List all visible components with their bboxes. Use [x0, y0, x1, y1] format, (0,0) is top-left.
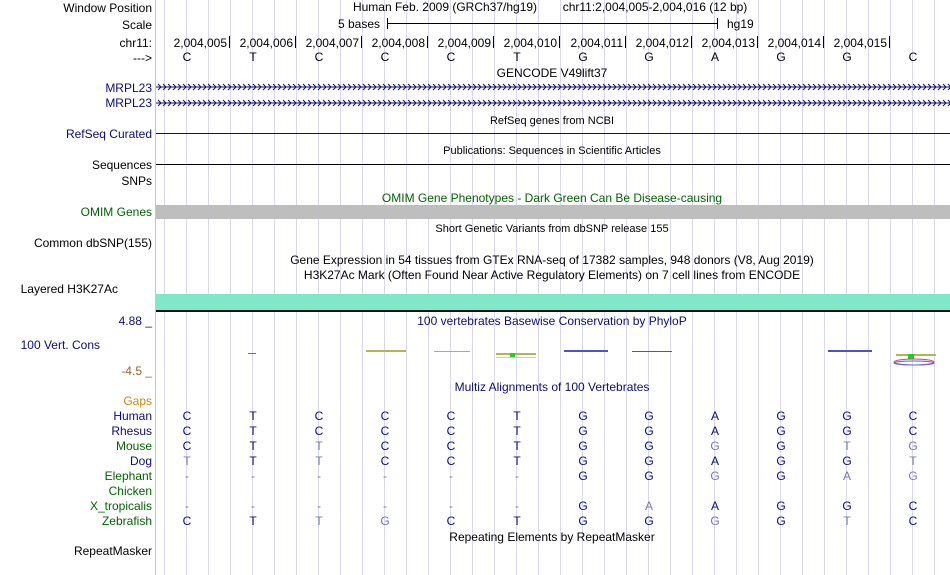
ruler-tick: [559, 36, 560, 48]
ruler-position-label: 2,004,012: [635, 36, 689, 50]
aligned-base: G: [776, 454, 786, 468]
phylop-mark: [248, 353, 256, 354]
reference-base: G: [842, 50, 852, 64]
species-label[interactable]: Dog: [129, 454, 152, 468]
species-label[interactable]: Mouse: [115, 439, 152, 453]
aligned-base: A: [710, 499, 720, 513]
track-label-mrpl23-1[interactable]: MRPL23: [105, 81, 152, 95]
aligned-base: -: [185, 499, 189, 513]
reference-base: T: [249, 50, 257, 64]
aligned-base: T: [843, 439, 851, 453]
aligned-base: C: [380, 454, 390, 468]
aligned-base: G: [908, 469, 918, 483]
aligned-base: C: [908, 499, 918, 513]
position-title: chr11:2,004,005-2,004,016 (12 bp): [562, 0, 748, 14]
scale-db-label: hg19: [727, 17, 754, 31]
aligned-base: -: [317, 499, 321, 513]
aligned-base: C: [908, 409, 918, 423]
omim-track-title: OMIM Gene Phenotypes - Dark Green Can Be Disease-causing: [381, 191, 723, 205]
reference-base: G: [776, 50, 786, 64]
aligned-base: G: [644, 469, 654, 483]
conservation-min-label: -4.5 _: [121, 364, 152, 378]
omim-phenotype-bar[interactable]: [156, 205, 950, 219]
scale-label: Scale: [121, 18, 152, 32]
ruler-position-label: 2,004,010: [503, 36, 557, 50]
phylop-mark: [632, 351, 672, 352]
aligned-base: T: [249, 439, 257, 453]
track-label-omim[interactable]: OMIM Genes: [80, 205, 152, 219]
aligned-base: T: [909, 454, 917, 468]
aligned-base: C: [182, 409, 192, 423]
aligned-base: -: [515, 499, 519, 513]
aligned-base: T: [843, 514, 851, 528]
ruler-tick: [295, 36, 296, 48]
species-label[interactable]: Elephant: [104, 469, 152, 483]
aligned-base: -: [185, 469, 189, 483]
scale-bar-left-tick: [387, 18, 388, 29]
aligned-base: -: [449, 499, 453, 513]
aligned-base: A: [644, 499, 654, 513]
reference-base: C: [908, 50, 918, 64]
aligned-base: T: [249, 424, 257, 438]
phylop-mark: [366, 350, 406, 352]
aligned-base: G: [776, 469, 786, 483]
aligned-base: C: [908, 424, 918, 438]
scale-bar-label: 5 bases: [338, 17, 381, 31]
aligned-base: G: [578, 424, 588, 438]
aligned-base: G: [644, 439, 654, 453]
aligned-base: C: [314, 409, 324, 423]
publications-line[interactable]: [156, 164, 950, 165]
aligned-base: C: [380, 424, 390, 438]
aligned-base: T: [315, 454, 323, 468]
track-label-common-dbsnp[interactable]: Common dbSNP(155): [33, 236, 152, 250]
repeatmasker-track-title: Repeating Elements by RepeatMasker: [449, 530, 655, 544]
aligned-base: A: [842, 469, 852, 483]
aligned-base: A: [710, 454, 720, 468]
reference-base: A: [710, 50, 720, 64]
gencode-track-title: GENCODE V49lift37: [496, 66, 608, 80]
phylop-mark: [828, 350, 872, 352]
aligned-base: G: [578, 514, 588, 528]
aligned-base: -: [383, 469, 387, 483]
ruler-tick: [691, 36, 692, 48]
mrpl23-transcript-2: [156, 100, 950, 106]
aligned-base: G: [380, 514, 390, 528]
species-label[interactable]: Rhesus: [111, 424, 152, 438]
aligned-base: C: [908, 514, 918, 528]
aligned-base: T: [183, 454, 191, 468]
aligned-base: G: [842, 454, 852, 468]
publications-track-title: Publications: Sequences in Scientific Articles: [443, 145, 661, 157]
multiz-track-title: Multiz Alignments of 100 Vertebrates: [454, 380, 650, 394]
reference-base: C: [182, 50, 192, 64]
ruler-position-label: 2,004,015: [833, 36, 887, 50]
reference-base: G: [644, 50, 654, 64]
phylop-conservation-plot[interactable]: [156, 340, 950, 370]
chromosome-label: chr11:: [119, 36, 152, 50]
aligned-base: A: [710, 424, 720, 438]
track-label-mrpl23-2[interactable]: MRPL23: [105, 96, 152, 110]
phylop-track-title: 100 vertebrates Basewise Conservation by PhyloP: [417, 314, 687, 328]
phylop-mark: [896, 354, 936, 356]
aligned-base: -: [317, 469, 321, 483]
aligned-base: G: [644, 409, 654, 423]
track-label-repeatmasker[interactable]: RepeatMasker: [73, 544, 152, 558]
ruler-position-label: 2,004,006: [239, 36, 293, 50]
aligned-base: G: [842, 499, 852, 513]
window-position-label: Window Position: [63, 1, 152, 15]
ruler-tick: [757, 36, 758, 48]
aligned-base: T: [513, 424, 521, 438]
aligned-base: G: [710, 469, 720, 483]
phylop-mark: [564, 350, 608, 352]
conservation-max-label: 4.88 _: [118, 314, 152, 328]
reference-base: C: [380, 50, 390, 64]
aligned-base: C: [380, 439, 390, 453]
aligned-base: -: [449, 469, 453, 483]
phylop-mark: [908, 354, 914, 359]
ruler-tick: [229, 36, 230, 48]
aligned-base: G: [578, 454, 588, 468]
aligned-base: G: [644, 514, 654, 528]
scale-bar-right-tick: [717, 18, 718, 29]
ruler-tick: [493, 36, 494, 48]
species-label[interactable]: Zebrafish: [101, 514, 152, 528]
phylop-mark: [496, 353, 536, 355]
aligned-base: T: [249, 409, 257, 423]
aligned-base: G: [710, 439, 720, 453]
aligned-base: C: [446, 454, 456, 468]
h3k27ac-track-title: H3K27Ac Mark (Often Found Near Active Regulatory Elements) on 7 cell lines from ENCODE: [303, 268, 801, 282]
aligned-base: T: [513, 409, 521, 423]
aligned-base: T: [315, 439, 323, 453]
scale-bar: [387, 23, 718, 24]
aligned-base: G: [710, 514, 720, 528]
aligned-base: C: [182, 514, 192, 528]
aligned-base: G: [908, 439, 918, 453]
reference-base: T: [513, 50, 521, 64]
h3k27ac-signal-bar[interactable]: [156, 294, 950, 310]
aligned-base: C: [446, 514, 456, 528]
track-label-sequences[interactable]: Sequences: [91, 158, 152, 172]
phylop-mark: [496, 357, 536, 358]
ruler-position-label: 2,004,013: [701, 36, 755, 50]
aligned-base: C: [314, 424, 324, 438]
ruler-position-label: 2,004,009: [437, 36, 491, 50]
refseq-gene-line[interactable]: [156, 133, 950, 134]
aligned-base: G: [842, 424, 852, 438]
dbsnp-track-title: Short Genetic Variants from dbSNP release 155: [435, 223, 669, 235]
aligned-base: C: [446, 409, 456, 423]
phylop-mark: [434, 351, 470, 352]
phylop-mark: [894, 361, 934, 365]
ruler-tick: [889, 36, 890, 48]
aligned-base: C: [182, 439, 192, 453]
aligned-base: G: [644, 424, 654, 438]
aligned-base: G: [578, 499, 588, 513]
aligned-base: T: [513, 454, 521, 468]
mrpl23-transcript-1: [156, 84, 950, 90]
ruler-tick: [625, 36, 626, 48]
aligned-base: T: [513, 439, 521, 453]
aligned-base: G: [578, 409, 588, 423]
reference-base: G: [578, 50, 588, 64]
aligned-base: G: [776, 424, 786, 438]
track-label-vert-cons[interactable]: 100 Vert. Cons: [20, 338, 100, 352]
aligned-base: G: [578, 469, 588, 483]
aligned-base: C: [446, 439, 456, 453]
track-labels-panel: [0, 0, 155, 575]
aligned-base: G: [776, 439, 786, 453]
gtex-track-title: Gene Expression in 54 tissues from GTEx RNA-seq of 17382 samples, 948 donors (V8, Aug 2019): [290, 253, 814, 267]
aligned-base: C: [380, 409, 390, 423]
ruler-position-label: 2,004,007: [305, 36, 359, 50]
species-label[interactable]: X_tropicalis: [89, 499, 152, 513]
aligned-base: G: [644, 454, 654, 468]
tracks-panel[interactable]: [156, 0, 950, 575]
species-label[interactable]: Chicken: [108, 484, 152, 498]
track-label-layered-h3k27ac[interactable]: Layered H3K27Ac: [20, 282, 118, 296]
track-label-snps[interactable]: SNPs: [121, 174, 152, 188]
aligned-base: T: [249, 454, 257, 468]
ruler-position-label: 2,004,014: [767, 36, 821, 50]
ruler-tick: [361, 36, 362, 48]
ruler-position-label: 2,004,008: [371, 36, 425, 50]
h3k27ac-baseline: [156, 310, 950, 312]
aligned-base: G: [842, 409, 852, 423]
track-label-refseq[interactable]: RefSeq Curated: [65, 127, 152, 141]
strand-arrow-label: --->: [133, 51, 152, 65]
aligned-base: C: [182, 424, 192, 438]
aligned-base: A: [710, 409, 720, 423]
aligned-base: -: [251, 499, 255, 513]
ruler-position-label: 2,004,005: [173, 36, 227, 50]
aligned-base: G: [578, 439, 588, 453]
reference-base: C: [314, 50, 324, 64]
track-label-gaps[interactable]: Gaps: [123, 394, 152, 408]
ruler-tick: [427, 36, 428, 48]
aligned-base: C: [446, 424, 456, 438]
ruler-position-label: 2,004,011: [570, 36, 623, 50]
aligned-base: T: [315, 514, 323, 528]
aligned-base: T: [513, 514, 521, 528]
species-label[interactable]: Human: [113, 409, 152, 423]
aligned-base: T: [249, 514, 257, 528]
assembly-title: Human Feb. 2009 (GRCh37/hg19): [352, 0, 538, 14]
aligned-base: -: [251, 469, 255, 483]
mrpl23-transcripts[interactable]: [156, 82, 950, 110]
aligned-base: G: [776, 514, 786, 528]
ruler-tick: [823, 36, 824, 48]
refseq-track-title: RefSeq genes from NCBI: [489, 115, 615, 127]
aligned-base: G: [776, 499, 786, 513]
reference-base: C: [446, 50, 456, 64]
aligned-base: G: [776, 409, 786, 423]
aligned-base: -: [383, 499, 387, 513]
aligned-base: -: [515, 469, 519, 483]
